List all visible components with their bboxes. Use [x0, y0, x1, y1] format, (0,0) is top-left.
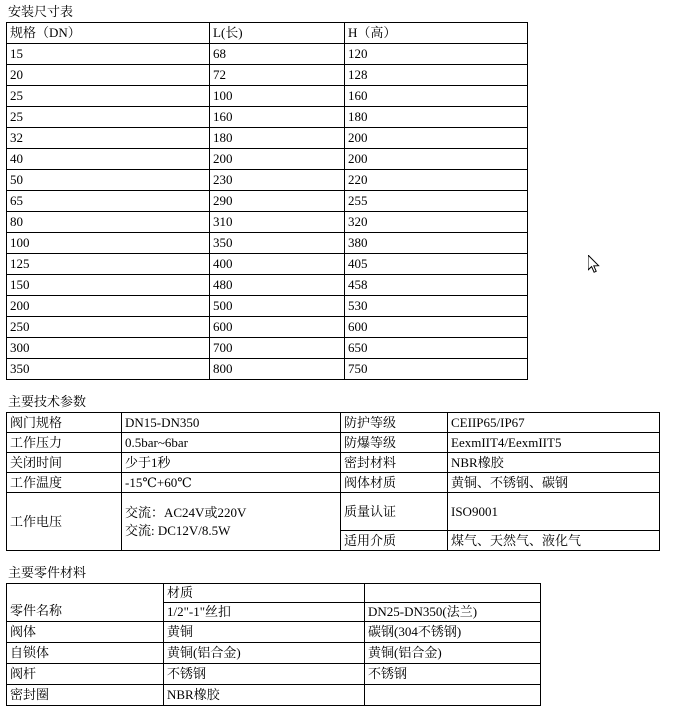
tech-label-working-temp: 工作温度 [7, 473, 122, 493]
tech-label-explosion-grade: 防爆等级 [341, 433, 448, 453]
tech-value-explosion-grade: EexmIIT4/EexmIIT5 [448, 433, 660, 453]
table-row [7, 622, 541, 643]
dims-cell-height: 220 [345, 170, 528, 191]
dims-cell-height: 530 [345, 296, 528, 317]
table-row [7, 65, 528, 86]
dims-cell-height: 380 [345, 233, 528, 254]
dims-cell-dn: 40 [7, 149, 210, 170]
parts-header-material-label: 材质 [164, 584, 364, 603]
dims-cell-length: 400 [210, 254, 345, 275]
dims-cell-length: 68 [210, 44, 345, 65]
dims-cell-height: 200 [345, 128, 528, 149]
tech-label-body-material: 阀体材质 [341, 473, 448, 493]
tech-label-valve-spec: 阀门规格 [7, 413, 122, 433]
dims-cell-length: 160 [210, 107, 345, 128]
technical-parameters-table [6, 412, 660, 551]
tech-section-title: 主要技术参数 [8, 394, 87, 409]
table-row [7, 233, 528, 254]
tech-label-protection-grade: 防护等级 [341, 413, 448, 433]
dims-cell-length: 200 [210, 149, 345, 170]
dims-cell-dn: 32 [7, 128, 210, 149]
parts-header-sub-thread: 1/2"-1"丝扣 [167, 604, 232, 619]
table-row [7, 170, 528, 191]
parts-cell-flange-material: 黄铜(铝合金) [365, 643, 541, 664]
dims-cell-dn: 25 [7, 107, 210, 128]
dims-cell-dn: 300 [7, 338, 210, 359]
tech-value-working-temp: -15℃+60℃ [122, 473, 341, 493]
dims-cell-length: 72 [210, 65, 345, 86]
dims-cell-length: 230 [210, 170, 345, 191]
parts-header-material-spacer [365, 584, 540, 603]
table-header-row [7, 584, 541, 622]
tech-value-voltage-ac: 交流：AC24V或220V [125, 504, 247, 520]
parts-cell-name: 自锁体 [7, 643, 164, 664]
dims-cell-height: 650 [345, 338, 528, 359]
dims-cell-dn: 150 [7, 275, 210, 296]
tech-value-medium: 煤气、天然气、液化气 [448, 531, 660, 551]
tech-label-closing-time: 关闭时间 [7, 453, 122, 473]
tech-value-protection-grade: CEIIP65/IP67 [448, 413, 660, 433]
tech-label-working-voltage: 工作电压 [7, 493, 122, 551]
dims-cell-dn: 25 [7, 86, 210, 107]
parts-cell-thread-material: 黄铜 [164, 622, 365, 643]
table-row [7, 107, 528, 128]
dims-cell-length: 500 [210, 296, 345, 317]
table-row [7, 413, 660, 433]
tech-label-working-pressure: 工作压力 [7, 433, 122, 453]
table-row [7, 493, 660, 531]
tech-value-voltage-dc: 交流: DC12V/8.5W [125, 522, 231, 538]
dims-section-title: 安装尺寸表 [8, 4, 74, 19]
tech-value-seal-material: NBR橡胶 [448, 453, 660, 473]
dims-cell-dn: 65 [7, 191, 210, 212]
table-row [7, 359, 528, 380]
dims-cell-height: 200 [345, 149, 528, 170]
dims-cell-length: 180 [210, 128, 345, 149]
dims-cell-length: 600 [210, 317, 345, 338]
dims-cell-height: 255 [345, 191, 528, 212]
parts-cell-thread-material: 黄铜(铝合金) [164, 643, 365, 664]
dims-cell-length: 100 [210, 86, 345, 107]
parts-cell-flange-material: 不锈钢 [365, 664, 541, 685]
parts-header-name: 零件名称 [7, 584, 164, 622]
parts-cell-name: 阀体 [7, 622, 164, 643]
table-row [7, 685, 541, 706]
tech-value-working-pressure: 0.5bar~6bar [122, 433, 341, 453]
parts-section-title: 主要零件材料 [8, 565, 87, 580]
tech-value-quality-cert: ISO9001 [448, 493, 660, 531]
table-row [7, 212, 528, 233]
dims-cell-dn: 100 [7, 233, 210, 254]
dims-header-dn: 规格（DN） [7, 23, 210, 44]
tech-label-medium: 适用介质 [341, 531, 448, 551]
dims-cell-height: 750 [345, 359, 528, 380]
dims-cell-length: 290 [210, 191, 345, 212]
dims-cell-dn: 350 [7, 359, 210, 380]
installation-dimensions-table [6, 22, 528, 380]
dims-cell-height: 600 [345, 317, 528, 338]
table-row [7, 317, 528, 338]
table-row [7, 149, 528, 170]
parts-cell-name: 阀杆 [7, 664, 164, 685]
main-part-materials-table [6, 583, 541, 706]
table-row [7, 191, 528, 212]
table-row [7, 44, 528, 65]
dims-cell-dn: 50 [7, 170, 210, 191]
table-row [7, 643, 541, 664]
table-row [7, 473, 660, 493]
dims-cell-length: 480 [210, 275, 345, 296]
parts-cell-thread-material: 不锈钢 [164, 664, 365, 685]
table-header-row [7, 23, 528, 44]
dims-cell-length: 700 [210, 338, 345, 359]
dims-cell-dn: 20 [7, 65, 210, 86]
dims-cell-dn: 125 [7, 254, 210, 275]
dims-cell-dn: 250 [7, 317, 210, 338]
table-row [7, 128, 528, 149]
dims-cell-height: 405 [345, 254, 528, 275]
dims-cell-dn: 80 [7, 212, 210, 233]
dims-cell-height: 180 [345, 107, 528, 128]
dims-cell-height: 458 [345, 275, 528, 296]
table-row [7, 338, 528, 359]
dims-cell-dn: 15 [7, 44, 210, 65]
dims-cell-height: 320 [345, 212, 528, 233]
tech-value-body-material: 黄铜、不锈钢、碳钢 [448, 473, 660, 493]
parts-cell-flange-material [365, 685, 541, 706]
dims-header-height: H（高） [345, 23, 528, 44]
dims-cell-length: 800 [210, 359, 345, 380]
dims-cell-length: 310 [210, 212, 345, 233]
dims-cell-height: 160 [345, 86, 528, 107]
table-row [7, 296, 528, 317]
parts-header-sub-flange: DN25-DN350(法兰) [368, 604, 478, 619]
tech-value-valve-spec: DN15-DN350 [122, 413, 341, 433]
table-row [7, 453, 660, 473]
dims-cell-height: 128 [345, 65, 528, 86]
dims-cell-height: 120 [345, 44, 528, 65]
table-row [7, 86, 528, 107]
parts-header-material-flange [365, 584, 541, 622]
parts-header-material-thread [164, 584, 365, 622]
tech-label-seal-material: 密封材料 [341, 453, 448, 473]
table-row [7, 664, 541, 685]
table-row [7, 275, 528, 296]
dims-header-length: L(长) [210, 23, 345, 44]
dims-cell-length: 350 [210, 233, 345, 254]
tech-value-working-voltage [122, 493, 341, 551]
parts-cell-flange-material: 碳钢(304不锈钢) [365, 622, 541, 643]
tech-label-quality-cert: 质量认证 [341, 493, 448, 531]
tech-value-closing-time: 少于1秒 [122, 453, 341, 473]
parts-cell-thread-material: NBR橡胶 [164, 685, 365, 706]
table-row [7, 254, 528, 275]
dims-cell-dn: 200 [7, 296, 210, 317]
table-row [7, 433, 660, 453]
parts-cell-name: 密封圈 [7, 685, 164, 706]
